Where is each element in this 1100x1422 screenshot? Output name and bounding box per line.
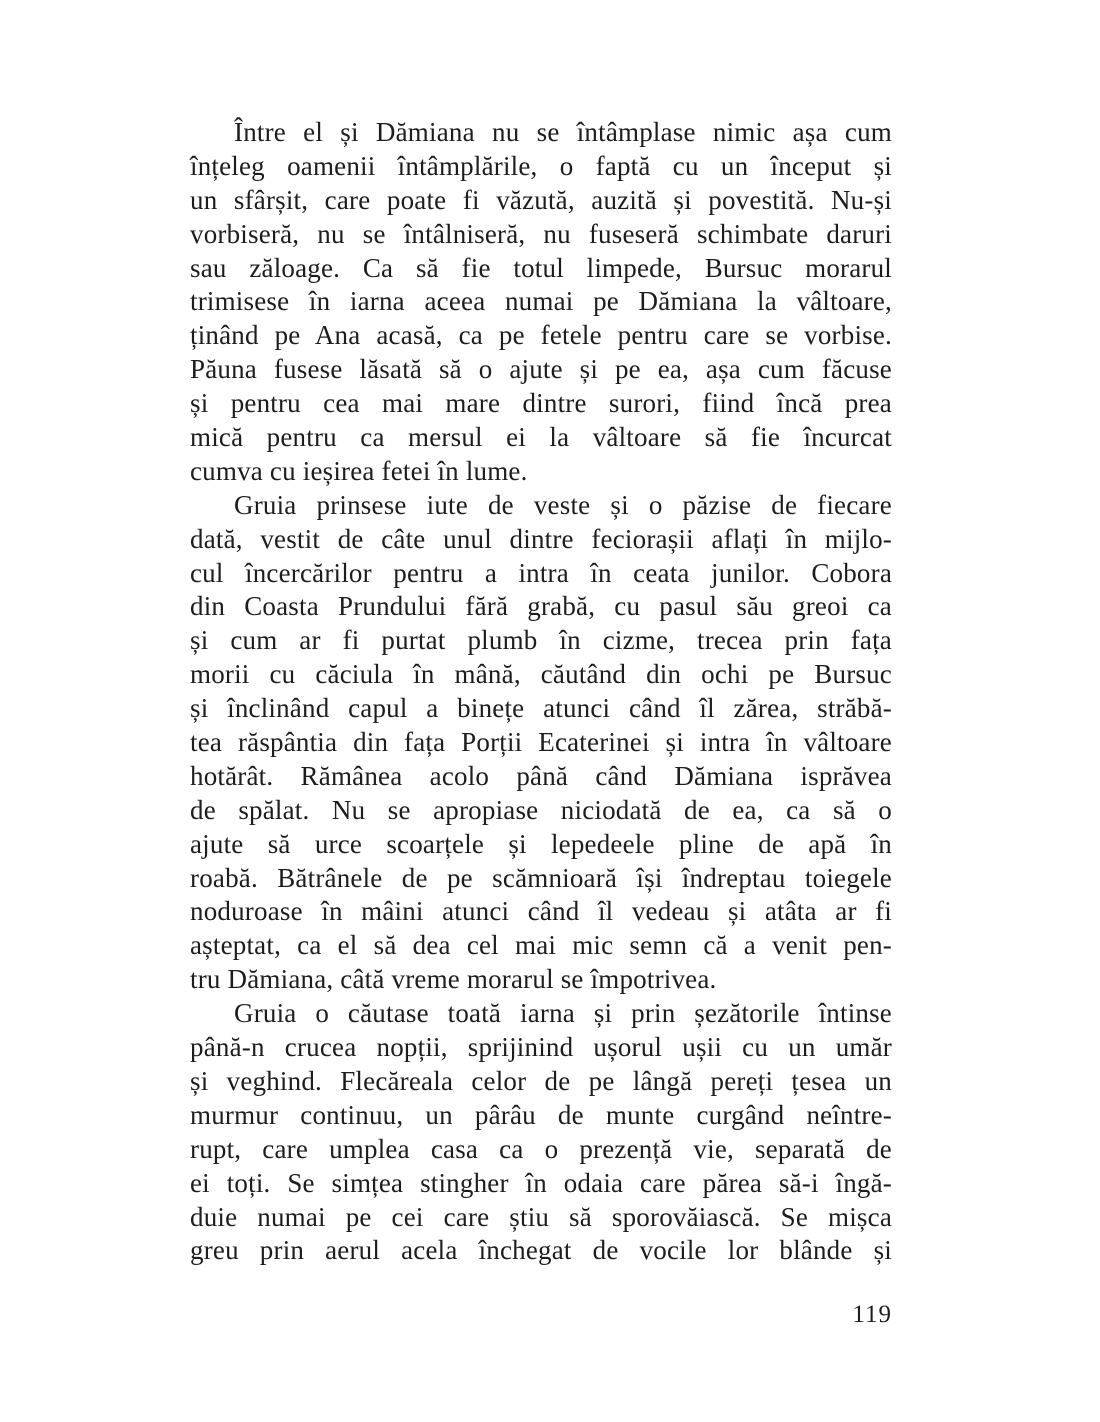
text-line: Gruia prinsese iute de veste și o păzise de fiecare (234, 489, 892, 520)
text-line: Gruia o căutase toată iarna și prin șezătorile întinse (234, 998, 892, 1029)
text-line: vorbiseră, nu se întâlniseră, nu fuseseră schimbate daruri (190, 218, 892, 249)
text-line: și cum ar fi purtat plumb în cizme, trecea prin fața (190, 625, 892, 656)
page-number: 119 (852, 1301, 892, 1329)
text-line: greu prin aerul acela închegat de vocile lor blânde și (190, 1235, 892, 1266)
text-line: un sfârșit, care poate fi văzută, auzită și povestită. Nu-și (190, 184, 892, 215)
text-line: dată, vestit de câte unul dintre feciorașii aflați în mijlo- (190, 523, 892, 554)
text-line: ținând pe Ana acasă, ca pe fetele pentru care se vorbise. (190, 320, 892, 351)
text-line: până-n crucea nopții, sprijinind ușorul ușii cu un umăr (190, 1032, 892, 1063)
paragraph (190, 116, 892, 489)
text-line: sau zăloage. Ca să fie totul limpede, Bursuc morarul (190, 252, 892, 283)
text-line: morii cu căciula în mână, căutând din ochi pe Bursuc (190, 659, 892, 690)
text-column (190, 116, 892, 1332)
text-line: cumva cu ieșirea fetei în lume. (190, 455, 528, 486)
text-line: duie numai pe cei care știu să sporovăiască. Se mișca (190, 1201, 892, 1232)
text-line: și pentru cea mai mare dintre surori, fiind încă prea (190, 388, 892, 419)
text-line: trimisese în iarna aceea numai pe Dămiana la vâltoare, (190, 286, 892, 317)
text-line: mică pentru ca mersul ei la vâltoare să fie încurcat (190, 422, 892, 453)
text-line: noduroase în mâini atunci când îl vedeau și atâta ar fi (190, 896, 892, 927)
text-line: ajute să urce scoarțele și lepedeele pline de apă în (190, 828, 892, 859)
text-line: rupt, care umplea casa ca o prezență vie, separată de (190, 1133, 892, 1164)
text-line: Între el și Dămiana nu se întâmplase nimic așa cum (234, 117, 892, 147)
text-line: murmur continuu, un pârâu de munte curgând neîntre- (190, 1099, 892, 1130)
text-line: tru Dămiana, câtă vreme morarul se împotrivea. (190, 964, 717, 995)
text-line: tea răspântia din fața Porții Ecaterinei și intra în vâltoare (190, 727, 892, 758)
text-line: roabă. Bătrânele de pe scămnioară își îndreptau toiegele (190, 862, 892, 893)
text-line: și înclinând capul a binețe atunci când îl zărea, străbă- (190, 693, 892, 724)
text-line: și veghind. Flecăreala celor de pe lângă pereți țesea un (190, 1065, 892, 1096)
text-line: așteptat, ca el să dea cel mai mic semn că a venit pen- (190, 930, 892, 961)
text-line: de spălat. Nu se apropiase niciodată de ea, ca să o (190, 794, 892, 825)
text-line: Păuna fusese lăsată să o ajute și pe ea, așa cum făcuse (190, 354, 892, 385)
text-line: înțeleg oamenii întâmplările, o faptă cu un început și (190, 150, 892, 181)
text-line: din Coasta Prundului fără grabă, cu pasul său greoi ca (190, 591, 892, 622)
paragraph (190, 997, 892, 1268)
text-line: hotărât. Rămânea acolo până când Dămiana isprăvea (190, 760, 892, 791)
text-line: cul încercărilor pentru a intra în ceata junilor. Cobora (190, 557, 892, 588)
paragraphs-container (190, 116, 892, 1268)
text-line: ei toți. Se simțea stingher în odaia care părea să-i îngă- (190, 1167, 892, 1198)
paragraph (190, 489, 892, 997)
